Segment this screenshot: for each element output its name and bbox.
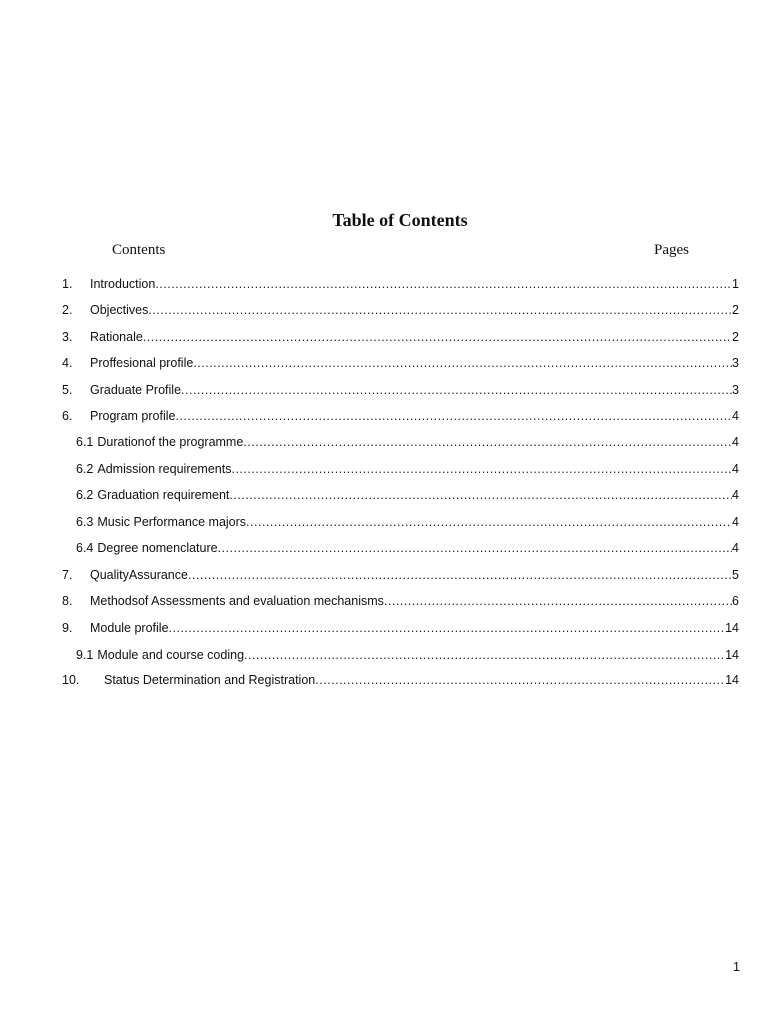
- toc-dot-leader: [229, 486, 732, 504]
- page-number: 1: [733, 960, 740, 974]
- toc-entry-title: Program profile: [90, 409, 176, 423]
- toc-dot-leader: [193, 354, 732, 372]
- toc-entry-number: 10.: [62, 673, 80, 687]
- toc-entry-title: Objectives: [90, 303, 149, 317]
- toc-dot-leader: [231, 460, 732, 478]
- toc-entry-number: 4.: [62, 356, 73, 370]
- toc-entry-number: 2.: [62, 303, 73, 317]
- toc-entry-title: Proffesional profile: [90, 356, 194, 370]
- toc-entry-page: 1: [732, 277, 739, 291]
- toc-entry-page: 4: [732, 435, 739, 449]
- toc-entry-number: 3.: [62, 330, 73, 344]
- toc-entry-duration[interactable]: [76, 433, 739, 451]
- toc-entry-title: Module profile: [90, 621, 169, 635]
- toc-entry-number: 6.1: [76, 435, 94, 449]
- pages-heading: Pages: [654, 242, 689, 258]
- toc-dot-leader: [243, 433, 732, 451]
- toc-title: Table of Contents: [332, 210, 468, 230]
- toc-entry-number: 6.4: [76, 541, 94, 555]
- toc-entry-status-determination[interactable]: [62, 671, 739, 689]
- toc-dot-leader: [143, 328, 732, 346]
- toc-entry-number: 6.2: [76, 462, 94, 476]
- toc-dot-leader: [244, 646, 725, 664]
- toc-dot-leader: [181, 381, 732, 399]
- toc-entry-title: Admission requirements: [97, 462, 232, 476]
- toc-entry-objectives[interactable]: [62, 301, 739, 319]
- toc-dot-leader: [384, 592, 732, 610]
- toc-entry-title: Status Determination and Registration: [104, 673, 316, 687]
- toc-entry-page: 3: [732, 383, 739, 397]
- toc-entry-title: Music Performance majors: [97, 515, 247, 529]
- toc-dot-leader: [315, 671, 725, 689]
- toc-entry-title: Degree nomenclature: [97, 541, 218, 555]
- toc-entry-methods-of-assessments[interactable]: [62, 592, 739, 610]
- toc-entry-degree-nomenclature[interactable]: [76, 539, 739, 557]
- toc-entry-module-profile[interactable]: [62, 619, 739, 637]
- contents-heading: Contents: [112, 242, 166, 258]
- toc-entry-program-profile[interactable]: [62, 407, 739, 425]
- toc-dot-leader: [175, 407, 732, 425]
- toc-entry-page: 5: [732, 568, 739, 582]
- toc-dot-leader: [155, 275, 732, 293]
- toc-entry-number: 6.2: [76, 488, 94, 502]
- toc-entry-introduction[interactable]: [62, 275, 739, 293]
- toc-dot-leader: [148, 301, 732, 319]
- toc-entry-number: 7.: [62, 568, 73, 582]
- toc-entry-number: 1.: [62, 277, 73, 291]
- toc-entry-title: Rationale: [90, 330, 143, 344]
- toc-entry-page: 4: [732, 462, 739, 476]
- toc-entry-page: 2: [732, 330, 739, 344]
- toc-entry-page: 14: [725, 673, 739, 687]
- toc-entry-page: 14: [725, 648, 739, 662]
- toc-entry-page: 4: [732, 515, 739, 529]
- toc-entry-page: 4: [732, 409, 739, 423]
- toc-dot-leader: [188, 566, 732, 584]
- toc-entry-professional-profile[interactable]: [62, 354, 739, 372]
- toc-entry-page: 2: [732, 303, 739, 317]
- toc-dot-leader: [218, 539, 732, 557]
- toc-entry-page: 4: [732, 541, 739, 555]
- toc-entry-number: 8.: [62, 594, 73, 608]
- toc-entry-title: QualityAssurance: [90, 568, 188, 582]
- toc-entry-page: 4: [732, 488, 739, 502]
- toc-entry-number: 5.: [62, 383, 73, 397]
- toc-entry-page: 3: [732, 356, 739, 370]
- toc-entry-title: Graduation requirement: [97, 488, 230, 502]
- toc-entry-admission-requirements[interactable]: [76, 460, 739, 478]
- toc-dot-leader: [246, 513, 732, 531]
- toc-entry-quality-assurance[interactable]: [62, 566, 739, 584]
- toc-entry-graduation-requirement[interactable]: [76, 486, 739, 504]
- toc-entry-rationale[interactable]: [62, 328, 739, 346]
- toc-entry-music-performance-majors[interactable]: [76, 513, 739, 531]
- toc-entry-number: 9.: [62, 621, 73, 635]
- toc-dot-leader: [169, 619, 726, 637]
- toc-entry-title: Introduction: [90, 277, 156, 291]
- toc-entry-page: 6: [732, 594, 739, 608]
- toc-entry-number: 6.: [62, 409, 73, 423]
- toc-entry-title: Graduate Profile: [90, 383, 182, 397]
- toc-entry-graduate-profile[interactable]: [62, 381, 739, 399]
- toc-entry-title: Methodsof Assessments and evaluation mechanisms: [90, 594, 384, 608]
- toc-entry-number: 6.3: [76, 515, 94, 529]
- toc-entry-module-course-coding[interactable]: [76, 646, 739, 664]
- toc-entry-number: 9.1: [76, 648, 94, 662]
- toc-entry-page: 14: [725, 621, 739, 635]
- toc-entry-title: Durationof the programme: [97, 435, 244, 449]
- toc-entry-title: Module and course coding: [97, 648, 245, 662]
